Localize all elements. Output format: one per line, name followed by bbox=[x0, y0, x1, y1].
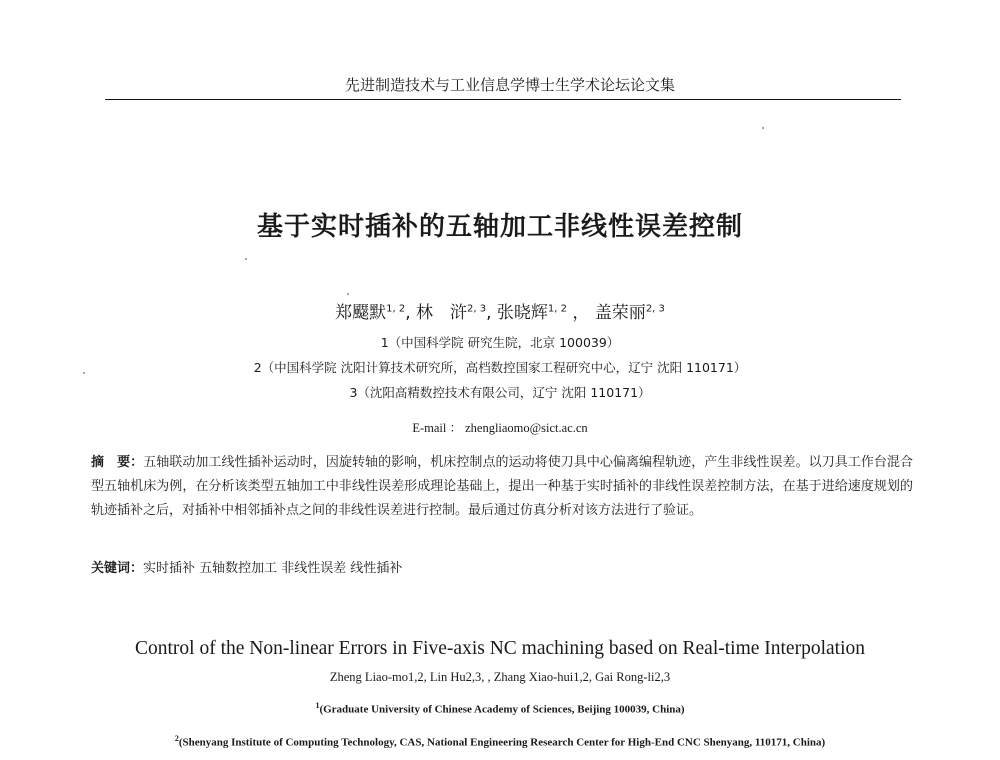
affiliation-cn-3: 3（沈阳高精数控技术有限公司，辽宁 沈阳 110171） bbox=[349, 385, 651, 400]
abstract-label: 摘 要： bbox=[91, 455, 144, 470]
author-3-name: 张晓辉 bbox=[496, 303, 548, 323]
author-4-name: 盖荣丽 bbox=[594, 303, 646, 323]
email: E-mail ： zhengliaomo@sict.ac.cn bbox=[412, 421, 588, 435]
affiliation-en-1 bbox=[0, 701, 1000, 716]
paper-title-en: Control of the Non-linear Errors in Five-axis NC machining based on Real-time Interpolation bbox=[135, 638, 865, 659]
author-2-affil: 2, 3 bbox=[467, 303, 487, 315]
keywords-cn bbox=[91, 557, 913, 576]
author-1-affil: 1, 2 bbox=[386, 303, 406, 315]
scan-speck bbox=[347, 293, 349, 295]
affiliation-en-1-text: (Graduate University of Chinese Academy of Sciences, Beijing 100039, China) bbox=[319, 703, 685, 716]
scan-speck bbox=[762, 127, 764, 129]
scan-speck bbox=[245, 258, 247, 260]
paper-title-cn: 基于实时插补的五轴加工非线性误差控制 bbox=[256, 212, 743, 242]
affiliation-en-2-text: (Shenyang Institute of Computing Technology, CAS, National Engineering Research Center for High-End CNC Shenyang, 110171, China) bbox=[178, 736, 826, 749]
scan-speck bbox=[83, 372, 85, 374]
keywords-text: 实时插补 五轴数控加工 非线性误差 线性插补 bbox=[143, 561, 403, 576]
author-4-affil: 2, 3 bbox=[645, 303, 665, 315]
author-2-name: 林 浒 bbox=[416, 303, 467, 323]
author-1-name: 郑飋默 bbox=[335, 303, 387, 323]
affiliation-en-2 bbox=[0, 734, 1000, 749]
abstract-cn bbox=[91, 451, 913, 523]
author-3-affil: 1, 2 bbox=[547, 303, 567, 315]
authors-en: Zheng Liao-mo1,2, Lin Hu2,3, , Zhang Xiao-hui1,2, Gai Rong-li2,3 bbox=[329, 670, 671, 684]
affiliation-cn-2: 2（中国科学院 沈阳计算技术研究所，高档数控国家工程研究中心，辽宁 沈阳 110171） bbox=[253, 360, 747, 375]
abstract-text: 五轴联动加工线性插补运动时，因旋转轴的影响，机床控制点的运动将使刀具中心偏离编程轨迹，产生非线性误差。以刀具工作台混合型五轴机床为例，在分析该类型五轴加工中非线性误差形成理论基础上，提出一种基于实时插补的非线性误差控制方法，在基于进给速度规划的轨迹插补之后，对插补中相邻插补点之间的非线性误差进行控制。最后通过仿真分析对该方法进行了验证。 bbox=[91, 455, 913, 518]
affiliation-en-2-sup: 2 bbox=[174, 734, 179, 743]
affiliation-cn-1: 1（中国科学院 研究生院，北京 100039） bbox=[380, 335, 620, 350]
header-rule bbox=[105, 99, 901, 100]
keywords-label: 关键词： bbox=[91, 561, 144, 576]
running-header: 先进制造技术与工业信息学博士生学术论坛论文集 bbox=[344, 76, 675, 94]
affiliation-en-1-sup: 1 bbox=[315, 701, 320, 710]
authors-cn: 郑飋默$^{1, 2}$, 林 浒$^{2, 3}$, 张晓辉$^{1, 2}$ ， 盖荣丽$^{2, 3}$ bbox=[335, 303, 665, 323]
